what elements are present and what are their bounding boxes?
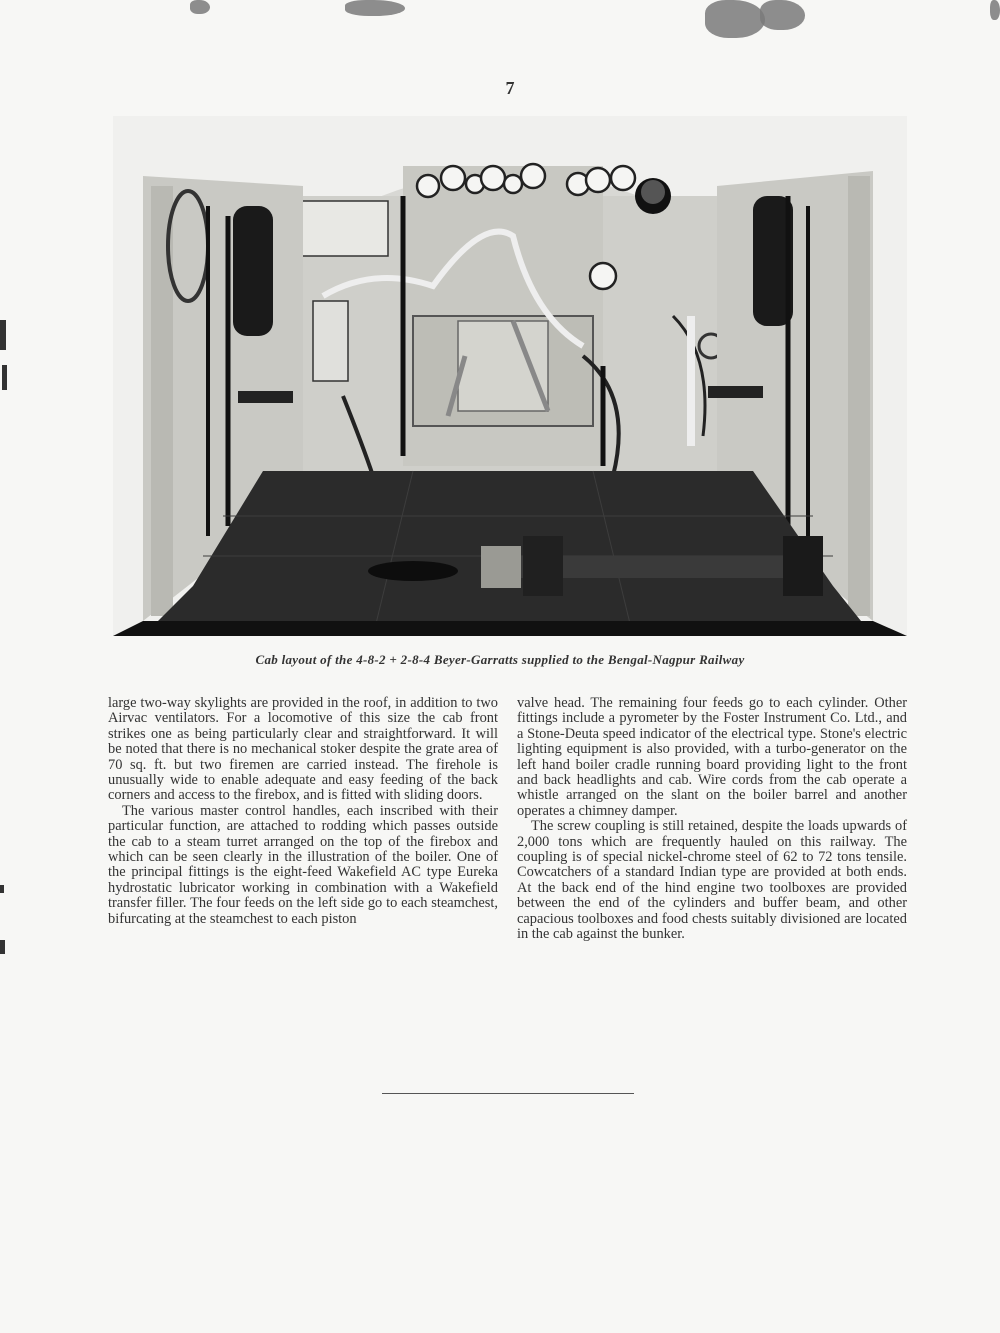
text-column-left [108, 696, 498, 927]
paragraph: large two-way skylights are provided in the roof, in addition to two Airvac ventilators. For a locomotive of this size the cab front strikes one as being particularly clear and straightforward. It will be noted that there is no mechanical stoker despite the grate area of 70 sq. ft. but two firemen are carried instead. The firehole is unusually wide to enable adequate and easy feeding of the back corners and access to the firebox, and is fitted with sliding doors. [108, 695, 498, 804]
paper-stain [705, 0, 765, 38]
binding-mark [0, 320, 6, 350]
paragraph: The various master control handles, each inscribed with their particular function, are attached to rodding which passes outside the cab to a steam turret arranged on the top of the firebox and which can be seen clearly in the illustration of the boiler. One of the principal fittings is the eight-feed Wakefield AC type Eureka hydrostatic lubricator working in combination with a Wakefield transfer filler. The four feeds on the left side go to each steamchest, bifurcating at the steamchest to each piston [108, 802, 498, 927]
binding-mark [2, 365, 7, 390]
paragraph: valve head. The remaining four feeds go to each cylinder. Other fittings include a pyrometer by the Foster Instrument Co. Ltd., and a Stone-Deuta speed indicator of the electrical type. Stone's electric lighting equipment is also provided, with a turbo-generator on the left hand boiler cradle running board providing light to the front and back headlights and cab. Wire cords from the cab operate a whistle arranged on the slant on the boiler barrel and another operates a chimney damper. [517, 695, 907, 819]
page-number: 7 [505, 78, 515, 98]
paper-stain [190, 0, 210, 14]
paper-stain [345, 0, 405, 16]
binding-mark [0, 940, 5, 954]
section-divider-rule [382, 1093, 634, 1094]
binding-mark [0, 885, 4, 893]
cab-illustration [113, 116, 907, 636]
paragraph: The screw coupling is still retained, despite the loads upwards of 2,000 tons which are frequently hauled on this railway. The coupling is of special nickel-chrome steel of 62 to 72 tons tensile. Cowcatchers of a standard Indian type are provided at both ends. At the back end of the hind engine two toolboxes are provided between the end of the cylinders and buffer beam, and other capacious toolboxes and food chests suitably divisioned are located in the cab against the bunker. [517, 818, 907, 943]
paper-stain [760, 0, 805, 30]
paper-stain [990, 0, 1000, 20]
cab-photograph [113, 116, 907, 636]
figure-caption: Cab layout of the 4-8-2 + 2-8-4 Beyer-Garratts supplied to the Bengal-Nagpur Railway [255, 652, 745, 667]
text-column-right [517, 696, 907, 943]
